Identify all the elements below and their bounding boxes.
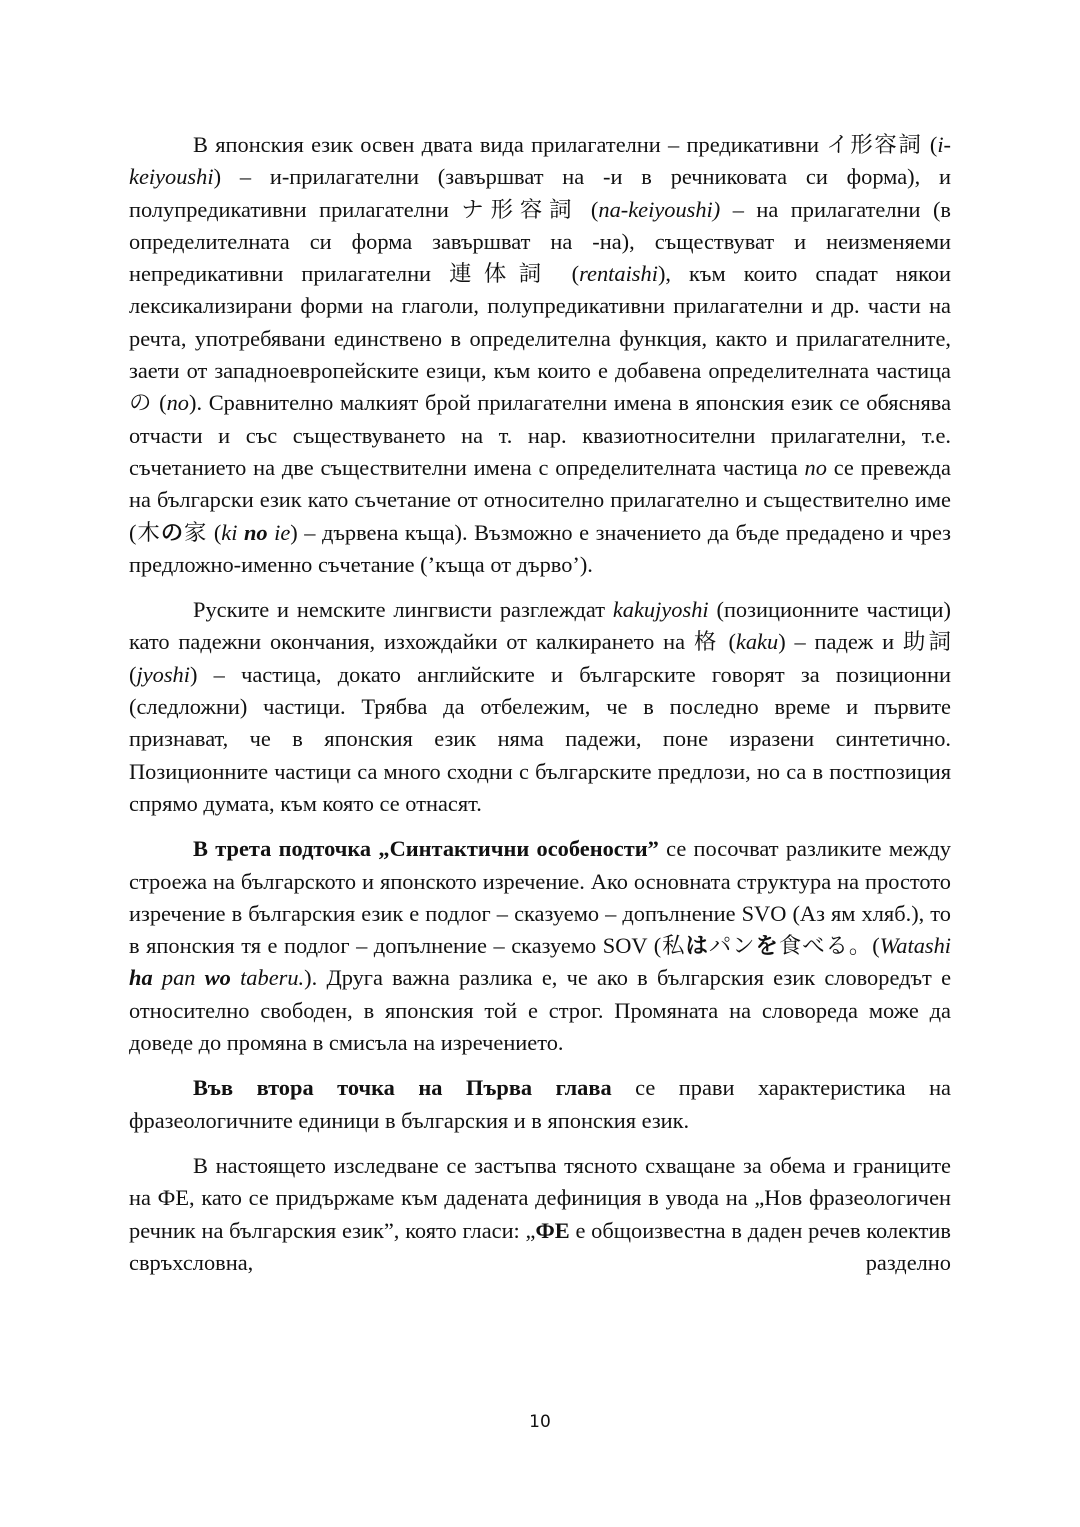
text-run: の	[129, 390, 153, 416]
paragraph-phraseology-section	[129, 1072, 951, 1137]
text-run: は	[685, 933, 709, 959]
text-run: パン	[708, 933, 756, 959]
paragraph-particles	[129, 594, 951, 820]
text-run: jyoshi	[136, 661, 190, 687]
text-run: В настоящето изследване се застъпва тясното схващане за обема и границите на ФЕ, като се придържаме към дадената дефиниция в увода на „Нов фразеологичен речник на българския език”, която гласи: „	[129, 1152, 951, 1243]
text-run: В трета подточка „Синтактични особености”	[193, 836, 659, 862]
text-run: no	[804, 454, 827, 480]
text-run: – на прилагателни (в определителната си форма завършват на -на), съществуват и неизменяеми непредикативни прилагателни	[129, 196, 951, 287]
text-run: (	[578, 196, 599, 222]
text-run: (	[922, 132, 938, 157]
text-run: ). Друга важна разлика е, че ако в българския език словоредът е относително свободен, в японския той е строг. Промяната на словореда може да доведе до промяна в смисъла на изречението.	[129, 965, 952, 1056]
text-run: Watashi	[879, 933, 952, 959]
text-run: na-keiyoushi)	[598, 196, 721, 222]
text-run: ナ形容詞	[461, 196, 579, 222]
text-run: (позиционните частици) като падежни окончания, изхождайки от калкирането на	[129, 597, 951, 655]
text-run: Руските и немските лингвисти разглеждат	[193, 597, 613, 623]
text-run: ie	[267, 519, 291, 545]
text-run: 連体詞	[449, 261, 554, 287]
paragraph-syntax	[129, 833, 951, 1059]
text-run: 助詞	[902, 629, 952, 655]
text-run: (	[129, 661, 137, 687]
text-run: ) – и-прилагателни (завършват на -и в речниковата си форма), и полупредикативни прилагателни	[129, 164, 951, 222]
text-run: Във втора точка на Първа глава	[193, 1075, 612, 1101]
text-run: 木	[136, 519, 161, 545]
text-run: се прави характеристика на фразеологичните единици в българския и в японския език.	[129, 1075, 951, 1133]
paragraph-definition	[129, 1150, 951, 1279]
text-run: е общоизвестна в даден речев колектив свръхсловна, разделно	[129, 1217, 951, 1275]
text-run: ki	[221, 519, 244, 545]
text-run: を	[755, 933, 779, 959]
text-run: 格	[693, 629, 720, 655]
text-run: (	[553, 261, 580, 287]
text-run: ) – частица, докато английските и българските говорят за позиционни (следложни) частици. Трябва да отбележим, че в последно време и първите признават, че в японския език няма падежи, поне изразени синтетично. Позиционните частици са много сходни с българските предлози, но са в постпозиция спрямо думата, към която се отнасят.	[129, 661, 951, 816]
text-run: 食べる。(	[778, 933, 880, 959]
text-run: kakujyoshi	[612, 597, 709, 623]
text-run: (	[207, 519, 222, 545]
text-run: ) – падеж и	[778, 629, 903, 655]
text-run: (	[152, 390, 167, 416]
text-run: i-keiyoushi	[129, 132, 951, 190]
text-run: rentaishi	[579, 261, 658, 287]
page-number: 10	[529, 1412, 551, 1432]
text-run: wo	[204, 965, 231, 991]
text-run: kaku	[735, 629, 779, 655]
text-run: no	[166, 390, 189, 416]
text-run: ) – дървена къща). Възможно е значението да бъде предадено и чрез предложно-именно съчетание (’къща от дърво’).	[129, 519, 952, 577]
text-run: ha	[129, 965, 153, 991]
text-run: В японския език освен двата вида прилагателни – предикативни	[193, 132, 827, 157]
text-run: イ形容詞	[826, 132, 923, 157]
text-run: 私	[661, 933, 686, 959]
text-run: ФЕ	[535, 1217, 570, 1243]
text-run: се посочват разликите между строежа на българското и японското изречение. Ако основната структура на простото изречение в българския език е подлог – сказуемо – допълнение SVO (Аз ям хляб.), то в японския тя е подлог – допълнение – сказуемо SOV (	[129, 836, 951, 959]
text-run: ). Сравнително малкият брой прилагателни имена в японския език се обяснява отчасти и със съществуването на т. нар. квазиотносителни прилагателни, т.е. съчетанието на две съществителни имена с определителната частица	[129, 390, 952, 480]
text-run: pan	[152, 965, 205, 991]
text-run: no	[243, 519, 268, 545]
document-page	[129, 129, 951, 1292]
text-run: се превежда на български език като съчетание от относително прилагателно и съществително име (	[129, 454, 951, 545]
text-run: 家	[184, 519, 208, 545]
text-run: (	[719, 629, 736, 655]
text-run: の	[160, 519, 184, 545]
text-run: taberu.	[230, 965, 305, 991]
text-run: ), към които спадат някои лексикализирани форми на глаголи, полупредикативни прилагателни и др. части на речта, употребявани единствено в определителна функция, както и прилагателните, заети от западноевропейските езици, към които е добавена определителната частица	[129, 261, 951, 384]
paragraph-adjectives	[129, 129, 951, 581]
